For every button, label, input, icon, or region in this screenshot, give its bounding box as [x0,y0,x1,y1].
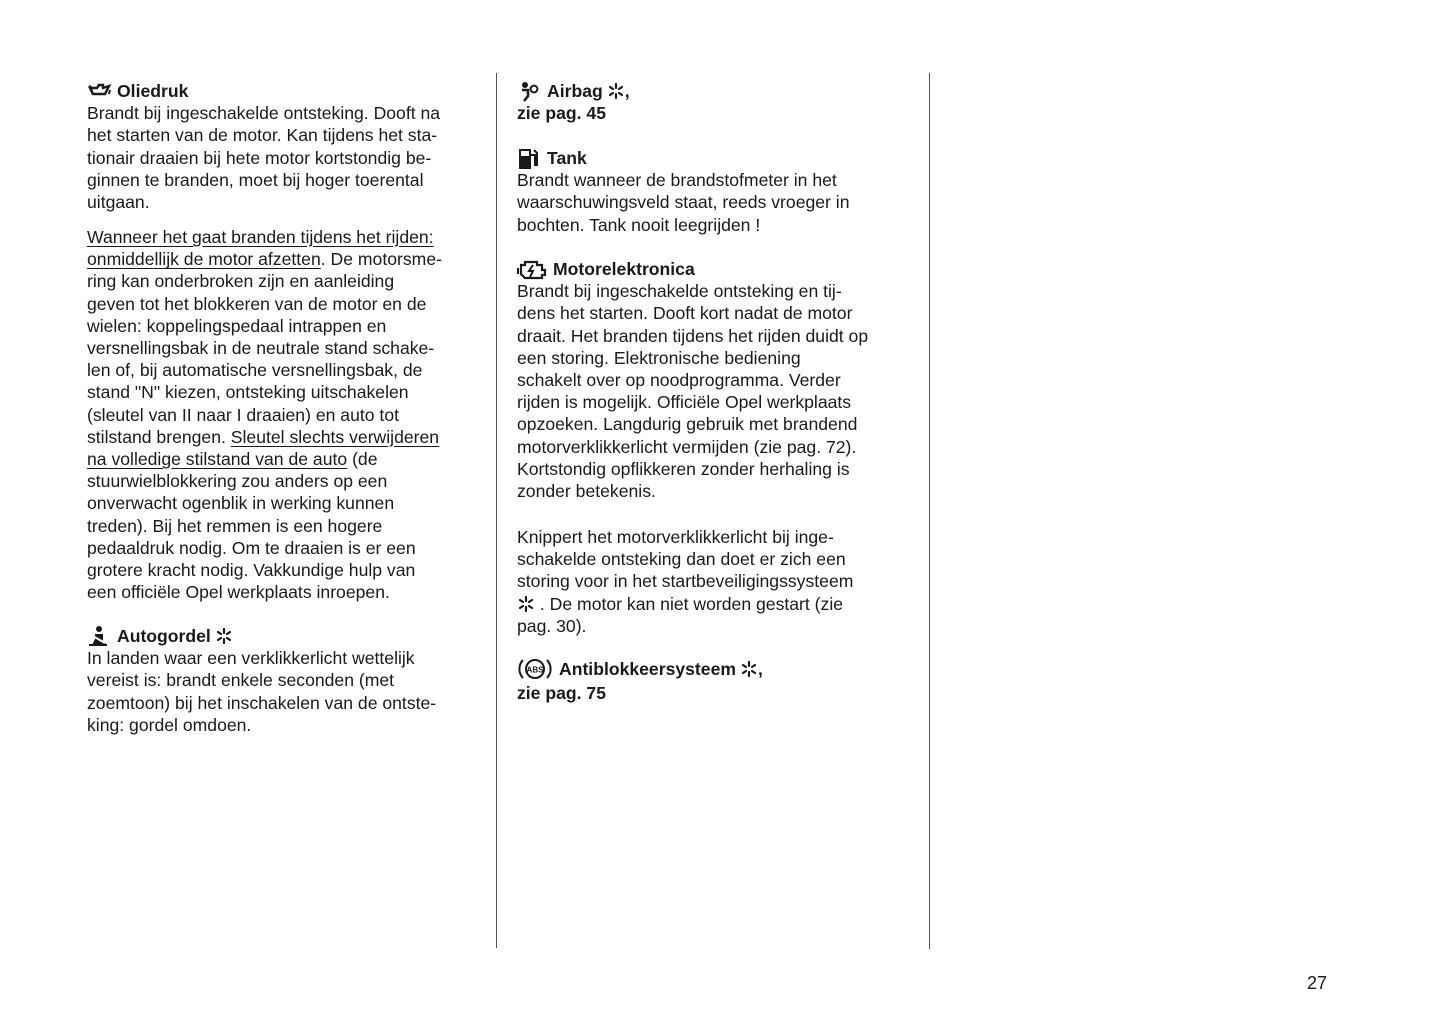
motorelektronica-title: Motorelektronica [553,259,695,279]
section-autogordel [87,625,472,736]
text-line: vereist is: brandt enkele seconden (met [87,670,395,691]
text-fragment: . De motorsme- [320,249,442,270]
autogordel-heading [87,625,472,647]
oliedruk-title: Oliedruk [117,81,189,101]
text-line: geven tot het blokkeren van de motor en de [87,293,427,314]
warning-underlined: onmiddellijk de motor afzetten [87,249,321,270]
text-line: Brandt wanneer de brandstofmeter in het [517,170,837,191]
abs-icon-text: ABS [526,665,544,675]
text-line: (sleutel van II naar I draaien) en auto tot [87,404,399,425]
text-line: Brandt bij ingeschakelde ontsteking en tij- [517,281,842,302]
text-line: king: gordel omdoen. [87,714,252,735]
text-line: dens het starten. Dooft kort nadat de motor [517,303,853,324]
text-line: Brandt bij ingeschakelde ontsteking. Dooft na [87,103,441,124]
motorelektronica-blink-note [517,526,902,637]
text-line: motorverklikkerlicht vermijden (zie pag. 72). [517,436,857,457]
warning-underlined: na volledige stilstand van de auto [87,449,348,470]
text-line: tionair draaien bij hete motor kortstondig be- [87,147,432,168]
section-oliedruk [87,80,472,213]
immobilizer-symbol-icon [607,82,625,100]
text-line: een officiële Opel werkplaats inroepen. [87,582,390,603]
text-line: len of, bij automatische versnellingsbak, de [87,360,423,381]
abs-heading [517,656,902,682]
text-line: storing voor in het startbeveiligingssysteem [517,571,854,592]
oliedruk-heading [87,80,472,102]
text-line: draait. Het branden tijdens het rijden duidt op [517,325,869,346]
oliedruk-text [87,102,472,213]
text-line: stuurwielblokkering zou anders op een [87,471,388,492]
tank-heading [517,147,902,169]
text-line: Kortstondig opflikkeren zonder herhaling is [517,458,850,479]
text-fragment: . De motor kan niet worden gestart (zie [535,593,844,614]
text-line: rijden is mogelijk. Officiële Opel werkplaats [517,392,852,413]
airbag-page-ref: zie pag. 45 [517,103,606,124]
airbag-heading [517,80,902,102]
abs-page-ref: zie pag. 75 [517,683,606,703]
engine-icon [517,258,547,280]
autogordel-title: Autogordel [117,626,211,646]
airbag-icon [517,80,541,102]
immobilizer-symbol-icon [215,627,233,645]
text-line: zoemtoon) bij het inschakelen van de ontste- [87,692,437,713]
text-line: waarschuwingsveld staat, reeds vroeger in [517,192,850,213]
text-line: zonder betekenis. [517,481,656,502]
column-divider [496,73,497,948]
seatbelt-icon [87,625,111,647]
text-line: wielen: koppelingspedaal intrappen en [87,315,387,336]
text-line: opzoeken. Langdurig gebruik met brandend [517,414,858,435]
text-line: een storing. Elektronische bediening [517,347,801,368]
text-line: schakelde ontsteking dan doet er zich een [517,549,846,570]
oil-can-icon [87,80,111,102]
text-line: onverwacht ogenblik in werking kunnen [87,493,395,514]
text-line: schakelt over op noodprogramma. Verder [517,370,841,391]
text-line: ring kan onderbroken zijn en aanleiding [87,271,395,292]
airbag-suffix: , [624,81,630,101]
oliedruk-warning [87,226,472,603]
immobilizer-symbol-icon [517,595,535,613]
text-fragment: stilstand brengen. [87,426,231,447]
motorelektronica-text [517,280,902,502]
text-line: In landen waar een verklikkerlicht wettelijk [87,648,415,669]
airbag-title: Airbag [547,81,603,101]
section-tank [517,147,902,236]
abs-icon [517,656,553,682]
abs-title: Antiblokkeersysteem [559,658,736,679]
fuel-pump-icon [517,147,541,169]
section-abs [517,656,902,704]
page-number: 27 [1307,973,1328,993]
warning-underlined: Wanneer het gaat branden tijdens het rijden: [87,227,434,247]
tank-title: Tank [547,148,587,168]
motorelektronica-heading [517,258,902,280]
autogordel-text [87,647,472,736]
text-line: pedaaldruk nodig. Om te draaien is er een [87,537,416,558]
text-line: pag. 30). [517,615,587,636]
abs-suffix: , [758,658,763,679]
text-fragment: (de [347,449,378,470]
text-line: uitgaan. [87,192,150,213]
section-airbag [517,80,902,124]
text-line: het starten van de motor. Kan tijdens het sta- [87,125,438,146]
tank-text [517,169,902,236]
text-line: ginnen te branden, moet bij hoger toerental [87,169,424,190]
text-line: stand "N" kiezen, ontsteking uitschakelen [87,382,409,403]
text-line: grotere kracht nodig. Vakkundige hulp van [87,560,416,581]
warning-underlined: Sleutel slechts verwijderen [230,426,440,447]
section-motorelektronica [517,258,902,502]
text-line: Knippert het motorverklikkerlicht bij inge- [517,527,834,547]
column-divider [929,73,930,949]
immobilizer-symbol-icon [740,660,758,678]
text-line: treden). Bij het remmen is een hogere [87,515,383,536]
text-line: versnellingsbak in de neutrale stand schake- [87,338,435,359]
text-line: bochten. Tank nooit leegrijden ! [517,214,761,235]
